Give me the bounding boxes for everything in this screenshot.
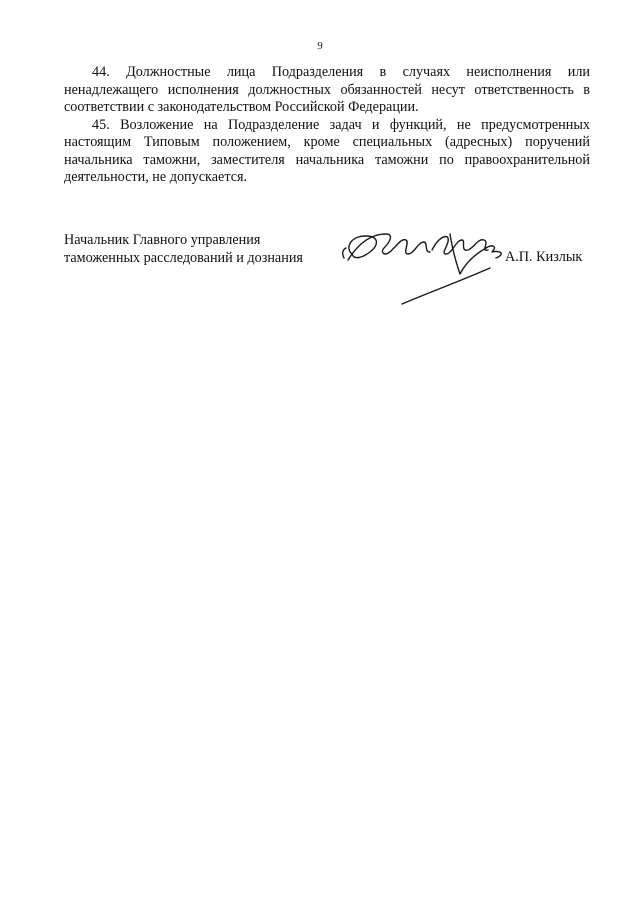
handwritten-signature [340, 224, 520, 319]
signatory-title [64, 232, 303, 267]
paragraph-45: 45. Возложение на Подразделение задач и функций, не предусмотренных настоящим Типовым положением, кроме специальных (адресных) поручений начальника таможни, заместителя начальника таможни по правоохранительной деятельности, не допускается. [64, 116, 590, 185]
signatory-title-line-1: Начальник Главного управления [64, 232, 261, 248]
signature-block [64, 232, 594, 332]
paragraph-44: 44. Должностные лица Подразделения в случаях неисполнения или ненадлежащего исполнения должностных обязанностей несут ответственность в соответствии с законодательством Российской Федерации. [64, 64, 590, 115]
page-number: 9 [317, 40, 323, 52]
signatory-name: А.П. Кизлык [505, 249, 583, 265]
signatory-title-line-2: таможенных расследований и дознания [64, 249, 303, 266]
document-body [64, 64, 590, 187]
